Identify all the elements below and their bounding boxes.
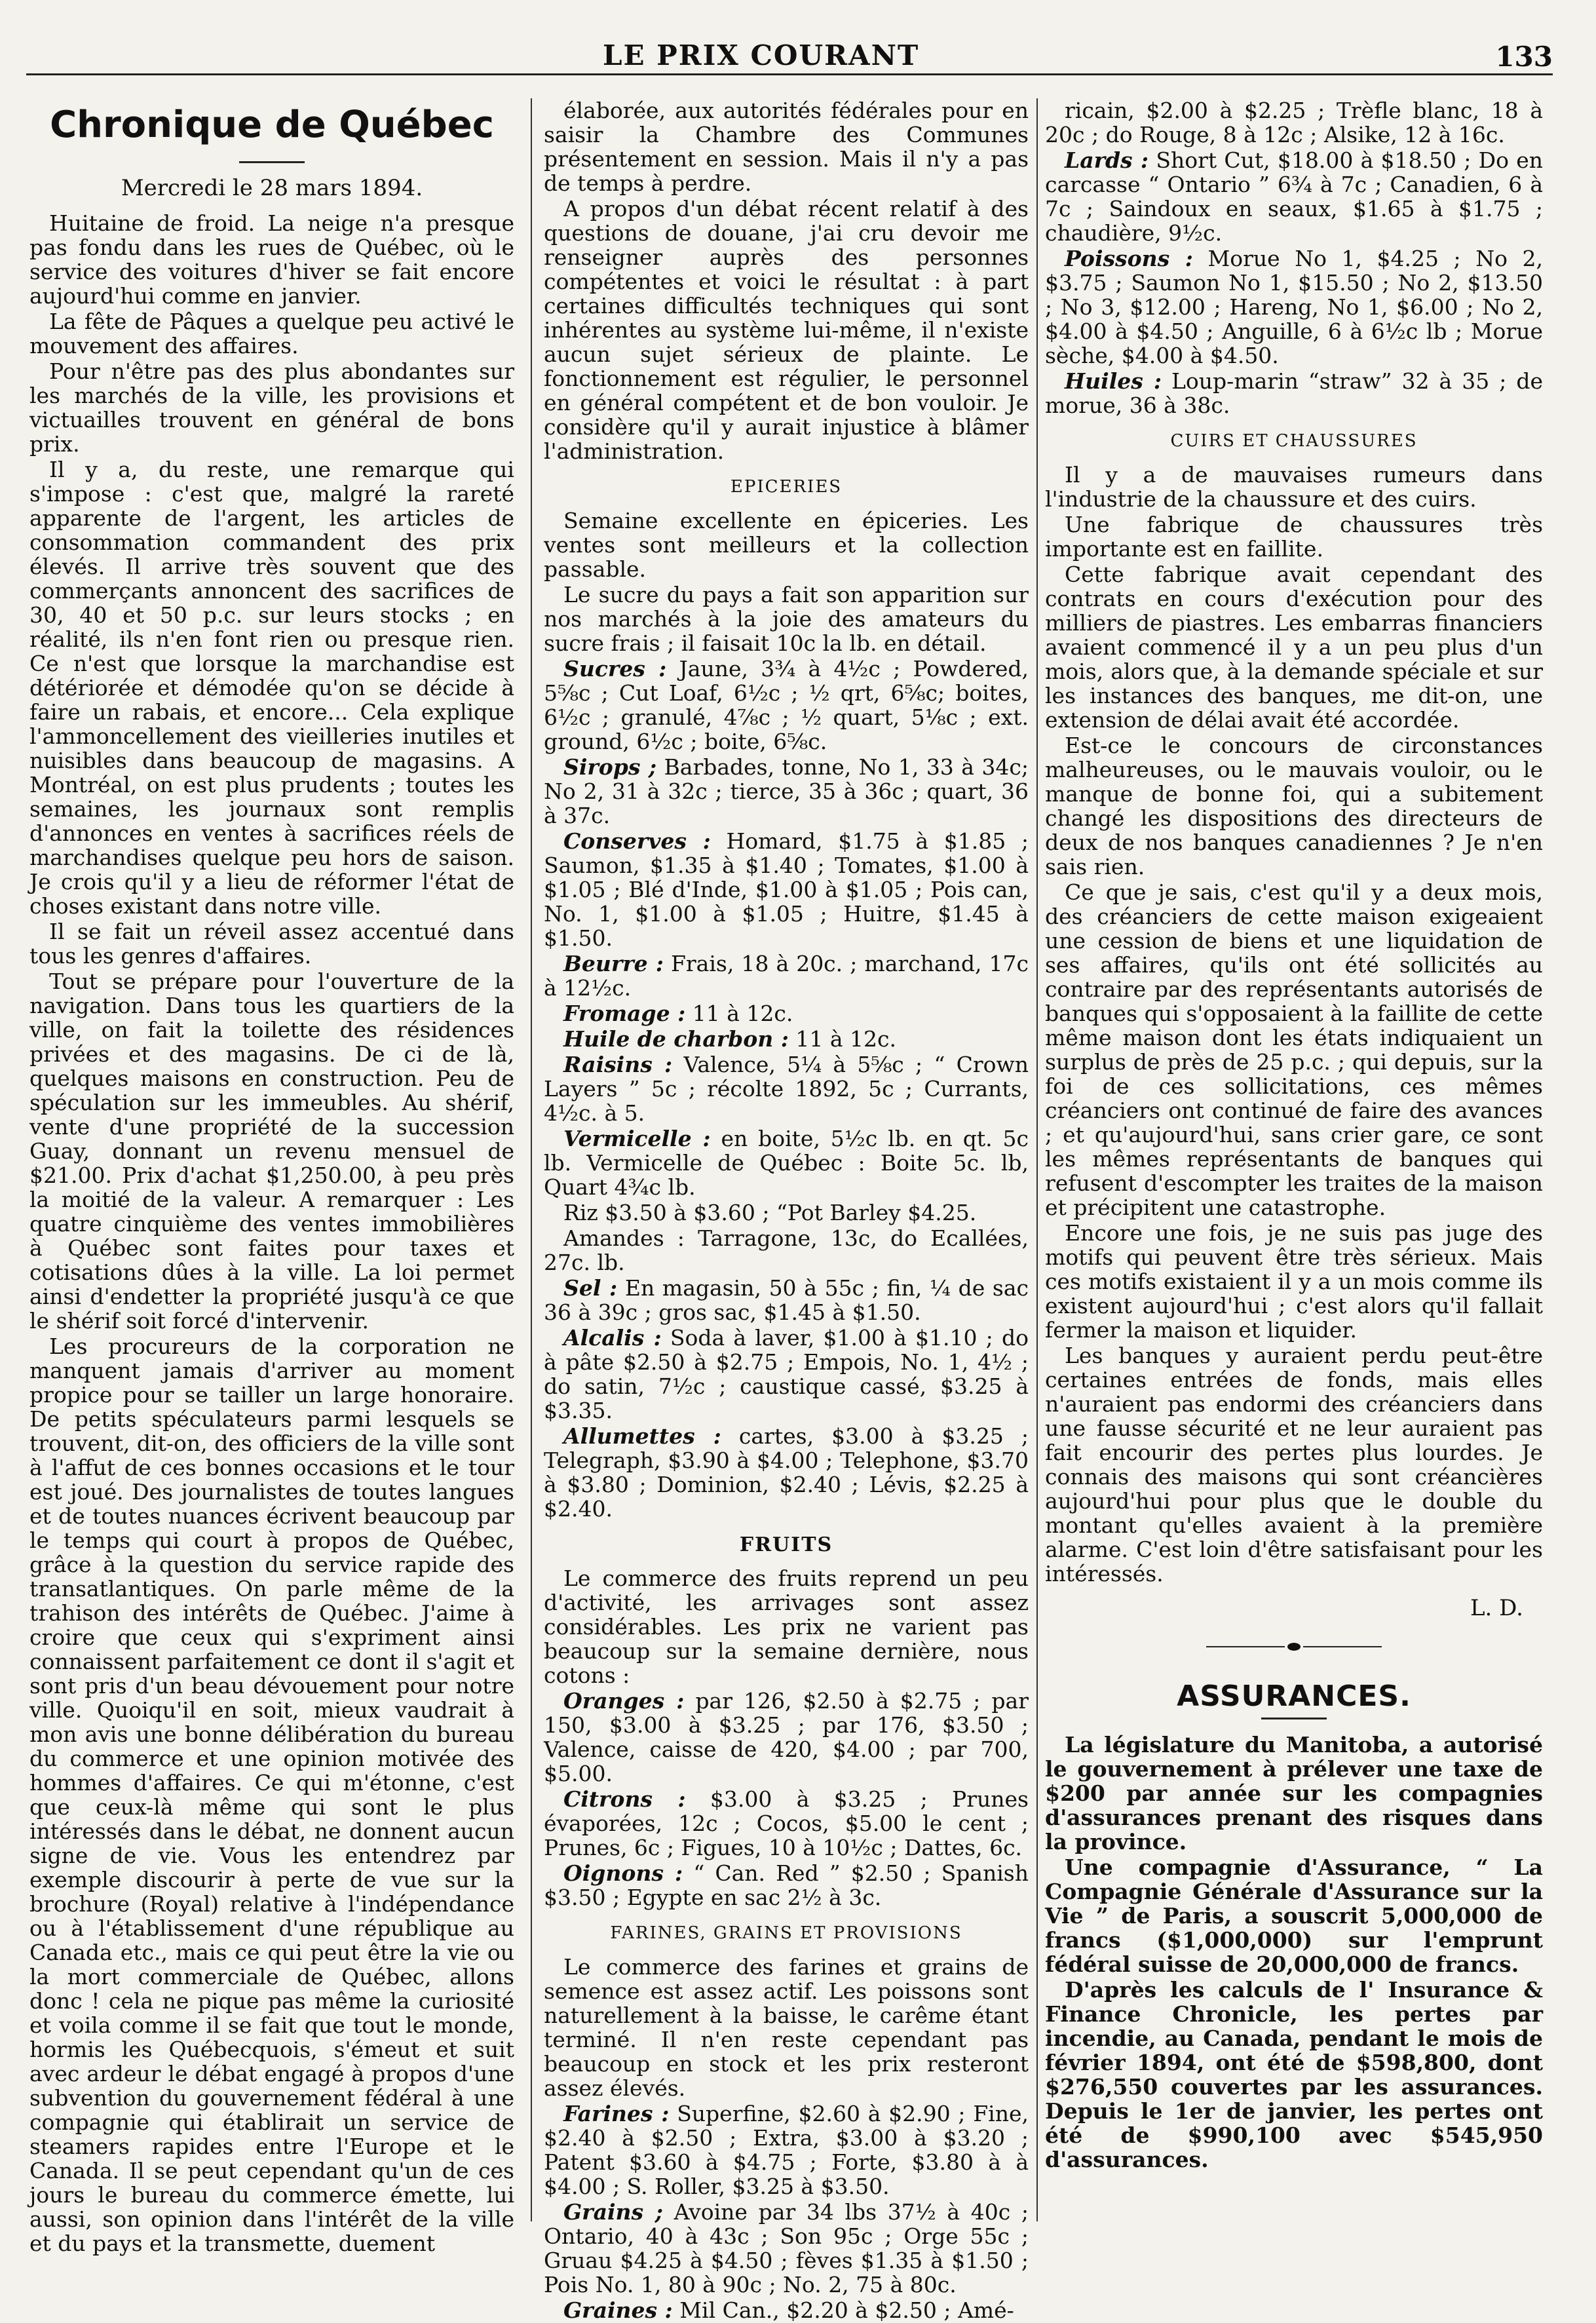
price-entry-label: Alcalis :	[563, 1325, 662, 1351]
price-entry-text: Mil Can., $2.20 à $2.50 ; Amé-	[672, 2297, 1014, 2323]
paragraph: Les banques y auraient perdu peut-être certaines entrées de fonds, mais elles n'auraient pas endormi des créanciers dans une fausse sécurité et ne leur auraient pas fait encourir des pertes plus lourdes. Je connais des maisons qui sont créancières aujourd'hui pour plus que le double du montant qu'elles avaient à la première alarme. C'est loin d'être satisfaisant pour les intéressés.	[1045, 1343, 1543, 1586]
price-entry-text: cartes, $3.00 à $3.25 ; Telegraph, $3.90 à $4.00 ; Telephone, $3.70 à $3.80 ; Dominion, $2.40 ; Lévis, $2.25 à $2.40.	[544, 1423, 1029, 1522]
column-divider	[1036, 98, 1038, 2221]
price-entry-text: ricain, $2.00 à $2.25 ; Trèfle blanc, 18 à 20c ; do Rouge, 8 à 12c ; Alsike, 12 à 16c.	[1045, 98, 1543, 147]
price-entry	[544, 1001, 1029, 1026]
paragraph: A propos d'un débat récent relatif à des questions de douane, j'ai cru devoir me renseigner auprès des personnes compétentes et voici le résultat : à part certaines difficultés techniques qui sont inhérentes au système lui-même, il n'existe aucun sujet sérieux de plainte. Le fonctionnement est régulier, le personnel en général compétent et de bon vouloir. Je considère qu'il y aurait injustice à blâmer l'administration.	[544, 196, 1029, 464]
price-entry	[544, 1226, 1029, 1275]
price-entry-text: Superfine, $2.60 à $2.90 ; Fine, $2.40 à $2.50 ; Extra, $3.00 à $3.20 ; Patent $3.60 à $4.75 ; Forte, $3.80 à à $4.00 ; S. Roller, $3.25 à $3.50.	[544, 2101, 1029, 2199]
price-entry-text: $3.00 à $3.25 ; Prunes évaporées, 12c ; Cocos, $5.00 le cent ; Prunes, 6c ; Figues, 10 à 10½c ; Dattes, 6c.	[544, 1786, 1029, 1860]
paragraph: D'après les calculs de l' Insurance & Finance Chronicle, les pertes par incendie, au Canada, pendant le mois de février 1894, ont été de $598,800, dont $276,550 couvertes par les assurances. Depuis le 1er de janvier, les pertes ont été de $990,100 avec $545,950 d'assurances.	[1045, 1977, 1543, 2172]
price-entry-text: en boite, 5½c lb. en qt. 5c lb. Vermicelle de Québec : Boite 5c. lb, Quart 4¾c lb.	[544, 1126, 1029, 1200]
price-entry	[544, 1424, 1029, 1521]
price-entry	[544, 829, 1029, 950]
price-entry	[544, 1126, 1029, 1199]
price-entry-text: Morue No 1, $4.25 ; No 2, $3.75 ; Saumon No 1, $15.50 ; No 2, $13.50 ; No 3, $12.00 ; Hareng, No 1, $6.00 ; No 2, $4.00 à $4.50 ; Anguille, 6 à 6½c lb ; Morue sèche, $4.00 à $4.50.	[1045, 246, 1543, 368]
section-heading-farines: FARINES, GRAINS ET PROVISIONS	[610, 1923, 962, 1943]
price-entry-text: Homard, $1.75 à $1.85 ; Saumon, $1.35 à $1.40 ; Tomates, $1.00 à $1.05 ; Blé d'Inde, $1.00 à $1.05 ; Pois can, No. 1, $1.00 à $1.05 ; Huitre, $1.45 à $1.50.	[544, 828, 1029, 951]
price-entry-text: Soda à laver, $1.00 à $1.10 ; do à pâte $2.50 à $2.75 ; Empois, No. 1, 4½ ; do satin, 7½c ; caustique cassé, $3.25 à $3.35.	[544, 1325, 1029, 1423]
price-entry	[544, 1787, 1029, 1860]
assurances-body	[1045, 1733, 1543, 2172]
price-entry-label: Oranges :	[563, 1688, 685, 1714]
price-entry-label: Graines :	[563, 2297, 673, 2323]
price-entry-label: Lards :	[1065, 147, 1149, 173]
assurances-title: ASSURANCES.	[1177, 1680, 1411, 1713]
price-entry-text: Amandes : Tarragone, 13c, do Ecallées, 27c. lb.	[544, 1225, 1029, 1275]
title-rule	[1261, 1718, 1327, 1719]
paragraph: Est-ce le concours de circonstances malheureuses, ou le mauvais vouloir, ou le manque de bonne foi, qui a subitement changé les dispositions des directeurs de deux de nos banques canadiennes ? Je n'en sais rien.	[1045, 733, 1543, 879]
fruits-prices	[544, 1689, 1029, 1910]
price-entry	[544, 2298, 1029, 2322]
paragraph: Semaine excellente en épiceries. Les ventes sont meilleurs et la collection passable.	[544, 508, 1029, 582]
price-entry	[544, 1861, 1029, 1910]
paragraph: Les procureurs de la corporation ne manquent jamais d'arriver au moment propice pour se tailler un large honoraire. De petits spéculateurs parmi lesquels se trouvent, dit-on, des officiers de la ville sont à l'affut de ces bonnes occasions et le tour est joué. Des journalistes de toutes langues et de toutes nuances écrivent beaucoup par le temps qui court à propos de Québec, grâce à la question du service rapide des transatlantiques. On parle même de la trahison des intérêts de Québec. J'aime à croire que ceux qui s'expriment ainsi connaissent parfaitement ce dont il s'agit et sont pris d'un beau dévouement pour notre ville. Quoiqu'il en soit, mieux vaudrait à mon avis une bonne délibération du bureau du commerce et une opinion motivée des hommes d'affaires. Ce qui m'étonne, c'est que ceux-là même qui sont le plus intéressés dans le débat, ne donnent aucun signe de vie. Vous les entendrez par exemple discourir à perte de vue sur la brochure (Royal) relative à l'indépendance ou à l'établissement d'une république au Canada etc., mais ce qui peut être la vie ou la mort commerciale de Québec, allons donc ! cela ne pique pas même la curiosité et voila comme il se fait que tout le monde, hormis les Québecquois, s'émeut et suit avec ardeur le débat engagé à propos d'une subvention du gouvernement fédéral à une compagnie qui établirait un service de steamers rapides entre l'Europe et le Canada. Il se peut cependant qu'un de ces jours le bureau du commerce émette, lui aussi, son opinion dans l'intérêt de la ville et du pays et la transmette, duement	[29, 1334, 514, 2256]
price-entry-label: Sel :	[563, 1275, 618, 1301]
price-entry	[1045, 148, 1543, 245]
price-entry-text: Barbades, tonne, No 1, 33 à 34c; No 2, 31 à 32c ; tierce, 35 à 36c ; quart, 36 à 37c.	[544, 754, 1029, 828]
price-entry	[544, 657, 1029, 754]
article-body	[29, 211, 514, 2256]
price-entry	[544, 1027, 1029, 1051]
epiceries-body	[544, 509, 1029, 655]
ornament-divider	[1045, 1634, 1543, 1658]
paragraph: Il y a, du reste, une remarque qui s'impose : c'est que, malgré la rareté apparente de l'argent, les articles de consommation commandent des prix élevés. Il arrive très souvent que des commerçants annoncent des sacrifices de 30, 40 et 50 p.c. sur leurs stocks ; en réalité, ils n'en font rien ou presque rien. Ce n'est que lorsque la marchandise est détériorée et démodée qu'on se décide à faire un rabais, et encore... Cela explique l'ammoncellement des vieilleries inutiles et nuisibles dans beaucoup de magasins. A Montréal, on est plus prudents ; toutes les semaines, les journaux sont remplis d'annonces en ventes à sacrifices réels de marchandises quelque peu hors de saison. Je crois qu'il y a lieu de réformer l'état de choses existant dans notre ville.	[29, 457, 514, 919]
price-entry	[544, 951, 1029, 1000]
price-entry	[544, 1052, 1029, 1125]
running-title: LE PRIX COURANT	[603, 39, 920, 71]
price-entry	[1045, 246, 1543, 368]
paragraph: Il y a de mauvaises rumeurs dans l'industrie de la chaussure et des cuirs.	[1045, 462, 1543, 512]
column-chronique	[29, 98, 514, 2256]
column-cuirs-assurances	[1045, 98, 1543, 2228]
signature: L. D.	[1470, 1595, 1523, 1621]
price-entry	[544, 755, 1029, 828]
paragraph: Cette fabrique avait cependant des contrats en cours d'exécution pour des milliers de piastres. Les embarras financiers avaient commencé il y a un peu plus d'un mois, alors que, à la demande spéciale et sur les instances des banques, me dit-on, une extension de délai avait été accordée.	[1045, 562, 1543, 733]
price-entry-label: Citrons :	[563, 1786, 686, 1812]
price-entry-label: Allumettes :	[563, 1423, 721, 1449]
price-entry	[1045, 369, 1543, 417]
paragraph: Il se fait un réveil assez accentué dans tous les genres d'affaires.	[29, 919, 514, 969]
price-entry-label: Huile de charbon :	[563, 1026, 789, 1052]
paragraph: Ce que je sais, c'est qu'il y a deux mois, des créanciers de cette maison exigeaient une cession de biens et une liquidation de ses affaires, qu'ils ont été sollicités au contraire par des représentants autorisés de banques qui s'opposaient à la faillite de cette même maison dont les états indiquaient un surplus de près de 25 p.c. ; qui depuis, sur la foi de ces sollicitations, ces mêmes créanciers ont continué de faire des avances ; et qu'aujourd'hui, sans crier gare, ce sont les mêmes représentants de banques qui refusent d'escompter les traites de la maison et précipitent une catastrophe.	[1045, 879, 1543, 1220]
section-heading-fruits: FRUITS	[739, 1533, 833, 1556]
dateline: Mercredi le 28 mars 1894.	[121, 175, 423, 201]
paragraph: Le sucre du pays a fait son apparition sur nos marchés à la joie des amateurs du sucre frais ; il faisait 10c la lb. en détail.	[544, 582, 1029, 656]
price-entry-text: par 126, $2.50 à $2.75 ; par 150, $3.00 à $3.25 ; par 176, $3.50 ; Valence, caisse de 420, $4.00 ; par 700, $5.00.	[544, 1688, 1029, 1786]
section-heading-epiceries: EPICERIES	[730, 477, 843, 497]
price-entry	[1045, 98, 1543, 147]
price-entry-label: Farines :	[563, 2101, 670, 2126]
price-entry-label: Grains ;	[563, 2199, 663, 2225]
farines-intro: Le commerce des farines et grains de semence est assez actif. Les poissons sont naturellement à la baisse, le carême étant terminé. Il n'en reste cependant pas beaucoup en stock et les prix resteront assez élevés.	[544, 1954, 1029, 2101]
price-entry	[544, 2200, 1029, 2297]
paragraph: Tout se prépare pour l'ouverture de la navigation. Dans tous les quartiers de la ville, on fait la toilette des résidences privées et des magasins. De ci de là, quelques maisons en construction. Peu de spéculation sur les immeubles. Au shérif, vente d'une propriété de la succession Guay, donnant un revenu mensuel de $21.00. Prix d'achat $1,250.00, à peu près la moitié de la valeur. A remarquer : Les quatre cinquième des ventes immobilières à Québec sont faites pour taxes et cotisations dûes à la ville. La loi permet ainsi d'endetter la propriété jusqu'à ce que le shérif soit forcé d'intervenir.	[29, 969, 514, 1334]
price-entry	[544, 1326, 1029, 1423]
article-title: Chronique de Québec	[50, 104, 494, 146]
paragraph: Une compagnie d'Assurance, “ La Compagnie Générale d'Assurance sur la Vie ” de Paris, a souscrit 5,000,000 de francs ($1,000,000) sur l'emprunt fédéral suisse de 20,000,000 de francs.	[1045, 1854, 1543, 1977]
price-entry-text: Short Cut, $18.00 à $18.50 ; Do en carcasse “ Ontario ” 6¾ à 7c ; Canadien, 6 à 7c ; Saindoux en seaux, $1.65 à $1.75 ; chaudière, 9½c.	[1045, 147, 1544, 246]
price-entry-label: Raisins :	[563, 1052, 673, 1077]
price-entry-label: Sucres :	[563, 656, 667, 682]
price-entry	[544, 1200, 1029, 1225]
title-rule	[239, 161, 305, 163]
paragraph: La législature du Manitoba, a autorisé le gouvernement à prélever une taxe de $200 par année sur les compagnies d'assurances prenant des risques dans la province.	[1045, 1732, 1543, 1854]
column-divider	[531, 98, 532, 2221]
price-entry-text: “ Can. Red ” $2.50 ; Spanish $3.50 ; Egypte en sac 2½ à 3c.	[544, 1860, 1029, 1910]
price-entry-label: Fromage :	[563, 1001, 686, 1026]
column-markets	[544, 98, 1029, 2323]
price-entry-label: Beurre :	[563, 951, 664, 976]
paragraph: Pour n'être pas des plus abondantes sur les marchés de la ville, les provisions et victuailles trouvent en général de bons prix.	[29, 358, 514, 457]
article-continuation	[544, 98, 1029, 463]
paragraph: élaborée, aux autorités fédérales pour en saisir la Chambre des Communes présentement en session. Mais il n'y a pas de temps à perdre.	[544, 98, 1029, 196]
cuirs-body	[1045, 463, 1543, 1586]
price-entry	[544, 1276, 1029, 1324]
page-number: 133	[1495, 41, 1553, 73]
provisions-prices	[1045, 98, 1543, 417]
price-entry-label: Poissons :	[1065, 246, 1193, 271]
price-entry-text: En magasin, 50 à 55c ; fin, ¼ de sac 36 à 39c ; gros sac, $1.45 à $1.50.	[544, 1275, 1029, 1325]
price-entry	[544, 2102, 1029, 2198]
price-entry-label: Sirops ;	[563, 754, 657, 780]
farines-prices	[544, 2102, 1029, 2322]
price-entry-label: Oignons :	[563, 1860, 683, 1886]
price-entry-text: Loup-marin “straw” 32 à 35 ; de morue, 36 à 38c.	[1045, 368, 1543, 418]
price-entry-text: 11 à 12c.	[685, 1001, 793, 1026]
page-header	[26, 34, 1553, 75]
paragraph: Encore une fois, je ne suis pas juge des motifs qui peuvent être très sérieux. Mais ces motifs existaient il y a un mois comme ils existent aujourd'hui ; c'est alors qu'il fallait fermer la maison et liquider.	[1045, 1220, 1543, 1343]
price-entry-label: Conserves :	[563, 828, 711, 854]
fruits-intro: Le commerce des fruits reprend un peu d'activité, les arrivages sont assez considérables. Les prix ne varient pas beaucoup sur la semaine dernière, nous cotons :	[544, 1565, 1029, 1688]
price-entry-text: Jaune, 3¾ à 4½c ; Powdered, 5⅝c ; Cut Loaf, 6½c ; ½ qrt, 6⅝c; boites, 6½c ; granulé, 4⅞c ; ½ quart, 5⅛c ; ext. ground, 6½c ; boite, 6⅝c.	[544, 656, 1029, 754]
section-heading-cuirs: CUIRS ET CHAUSSURES	[1170, 431, 1418, 451]
epiceries-prices	[544, 657, 1029, 1521]
price-entry-text: Frais, 18 à 20c. ; marchand, 17c à 12½c.	[544, 951, 1029, 1001]
price-entry-label: Huiles :	[1065, 368, 1162, 394]
price-entry-text: Avoine par 34 lbs 37½ à 40c ; Ontario, 40 à 43c ; Son 95c ; Orge 55c ; Gruau $4.25 à $4.50 ; fèves $1.35 à $1.50 ; Pois No. 1, 80 à 90c ; No. 2, 75 à 80c.	[544, 2199, 1029, 2297]
paragraph: Huitaine de froid. La neige n'a presque pas fondu dans les rues de Québec, où le service des voitures d'hiver se fait encore aujourd'hui comme en janvier.	[29, 210, 514, 309]
price-entry-text: Valence, 5¼ à 5⅝c ; “ Crown Layers ” 5c ; récolte 1892, 5c ; Currants, 4½c. à 5.	[544, 1052, 1029, 1126]
price-entry	[544, 1689, 1029, 1786]
paragraph: La fête de Pâques a quelque peu activé le mouvement des affaires.	[29, 309, 514, 358]
paragraph: Une fabrique de chaussures très importante est en faillite.	[1045, 512, 1543, 562]
price-entry-text: Riz $3.50 à $3.60 ; “Pot Barley $4.25.	[563, 1200, 977, 1225]
price-entry-label: Vermicelle :	[563, 1126, 711, 1151]
price-entry-text: 11 à 12c.	[788, 1026, 896, 1052]
